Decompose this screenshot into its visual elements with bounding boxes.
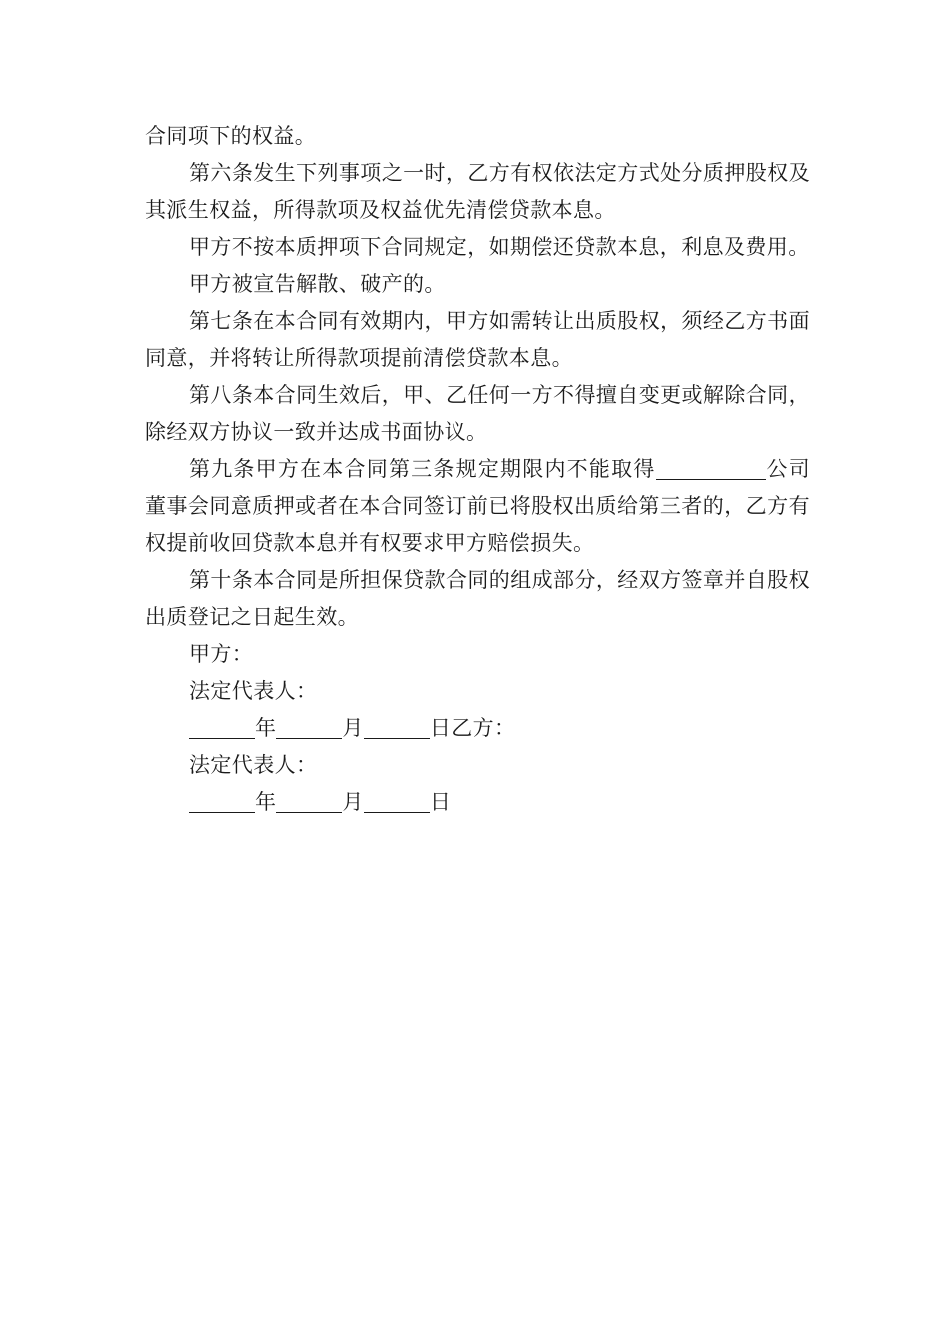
day-label-party-b: 日乙方： [429,716,516,740]
month-blank-2 [276,790,342,813]
paragraph-clause-6-item-1: 甲方不按本质押项下合同规定，如期偿还贷款本息，利息及费用。 [189,235,810,259]
day-blank-1 [364,716,430,739]
date-line-1 [145,710,810,747]
document-body [145,118,810,821]
company-name-blank [656,457,766,480]
party-a-label: 甲方： [189,642,254,666]
day-label-2: 日 [429,790,452,814]
clause-9-text-before: 第九条甲方在本合同第三条规定期限内不能取得 [189,457,656,481]
year-label-1: 年 [255,716,277,740]
paragraph-clause-8: 第八条本合同生效后，甲、乙任何一方不得擅自变更或解除合同，除经双方协议一致并达成书面协议。 [145,383,810,444]
year-blank-1 [189,716,255,739]
paragraph-clause-9 [145,451,810,562]
month-label-2: 月 [342,790,364,814]
paragraph-continuation: 合同项下的权益。 [145,124,317,148]
date-line-2 [145,784,810,821]
day-blank-2 [364,790,430,813]
month-blank-1 [276,716,342,739]
paragraph-clause-6: 第六条发生下列事项之一时，乙方有权依法定方式处分质押股权及其派生权益，所得款项及权益优先清偿贷款本息。 [145,161,810,222]
clause-9-text-after: 公司董事会同意质押或者在本合同签订前已将股权出质给第三者的，乙方有权提前收回贷款本息并有权要求甲方赔偿损失。 [145,457,810,555]
legal-representative-label-2: 法定代表人： [189,753,318,777]
month-label-1: 月 [342,716,364,740]
legal-representative-label-1: 法定代表人： [189,679,318,703]
paragraph-clause-10: 第十条本合同是所担保贷款合同的组成部分，经双方签章并自股权出质登记之日起生效。 [145,568,810,629]
year-label-2: 年 [255,790,277,814]
year-blank-2 [189,790,255,813]
paragraph-clause-6-item-2: 甲方被宣告解散、破产的。 [189,272,446,296]
paragraph-clause-7: 第七条在本合同有效期内，甲方如需转让出质股权，须经乙方书面同意，并将转让所得款项提前清偿贷款本息。 [145,309,810,370]
